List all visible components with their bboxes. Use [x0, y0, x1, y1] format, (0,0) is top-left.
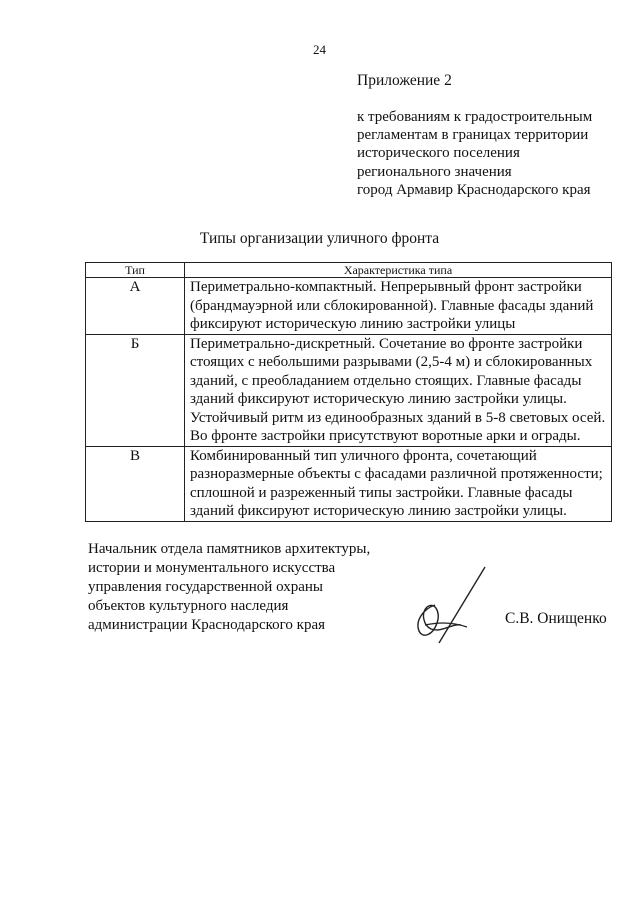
street-front-types-table: [85, 262, 612, 522]
description-line: (брандмауэрной или сблокированной). Главные фасады зданий: [190, 297, 594, 314]
table-row: [86, 446, 612, 521]
column-header-characteristic: Характеристика типа: [185, 263, 612, 278]
description-line: Устойчивый ритм из единообразных зданий в 5-8 световых осей.: [190, 409, 606, 426]
description-line: Комбинированный тип уличного фронта, сочетающий: [190, 447, 537, 464]
description-line: Во фронте застройки присутствуют воротные арки и ограды.: [190, 428, 581, 444]
requirements-line: регионального значения: [357, 163, 512, 180]
description-line: зданий, с преобладанием отдельно стоящих. Главные фасады: [190, 372, 582, 389]
signer-name: С.В. Онищенко: [505, 610, 607, 627]
table-row: [86, 278, 612, 335]
position-line: администрации Краснодарского края: [88, 617, 326, 633]
requirements-line: город Армавир Краснодарского края: [357, 181, 591, 198]
description-line: зданий фиксируют историческую линию застройки улицы.: [190, 503, 567, 519]
description-cell: [185, 334, 612, 446]
type-cell: А: [86, 278, 185, 335]
requirements-line: исторического поселения: [357, 145, 520, 162]
position-line: объектов культурного наследия: [88, 598, 289, 614]
signatory-position: [88, 540, 370, 635]
description-line: Периметрально-компактный. Непрерывный фронт застройки: [190, 279, 582, 295]
handwritten-signature: [405, 565, 495, 650]
description-line: разноразмерные объекты с фасадами различной протяженности;: [190, 466, 603, 482]
requirements-line: к требованиям к градостроительным: [357, 109, 593, 125]
page-number: 24: [313, 42, 326, 57]
table-header-row: [86, 263, 612, 278]
description-line: Периметрально-дискретный. Сочетание во фронте застройки: [190, 335, 583, 352]
position-line: Начальник отдела памятников архитектуры,: [88, 541, 371, 557]
description-line: сплошной и разреженный типы застройки. Главные фасады: [190, 484, 573, 501]
column-header-type: Тип: [86, 263, 185, 278]
appendix-heading: Приложение 2: [357, 72, 452, 89]
description-cell: [185, 446, 612, 521]
position-line: управления государственной охраны: [88, 579, 323, 595]
type-cell: Б: [86, 334, 185, 446]
description-line: фиксируют историческую линию застройки улицы: [190, 316, 516, 332]
description-line: зданий фиксируют историческую линию застройки улицы.: [190, 391, 567, 407]
description-cell: [185, 278, 612, 335]
position-line: истории и монументального искусства: [88, 560, 336, 576]
type-cell: В: [86, 446, 185, 521]
requirements-line: регламентам в границах территории: [357, 127, 589, 144]
table-row: [86, 334, 612, 446]
description-line: стоящих с небольшими разрывами (2,5-4 м) и сблокированных: [190, 354, 593, 370]
table-title: Типы организации уличного фронта: [199, 230, 440, 247]
appendix-requirements: [357, 108, 592, 199]
